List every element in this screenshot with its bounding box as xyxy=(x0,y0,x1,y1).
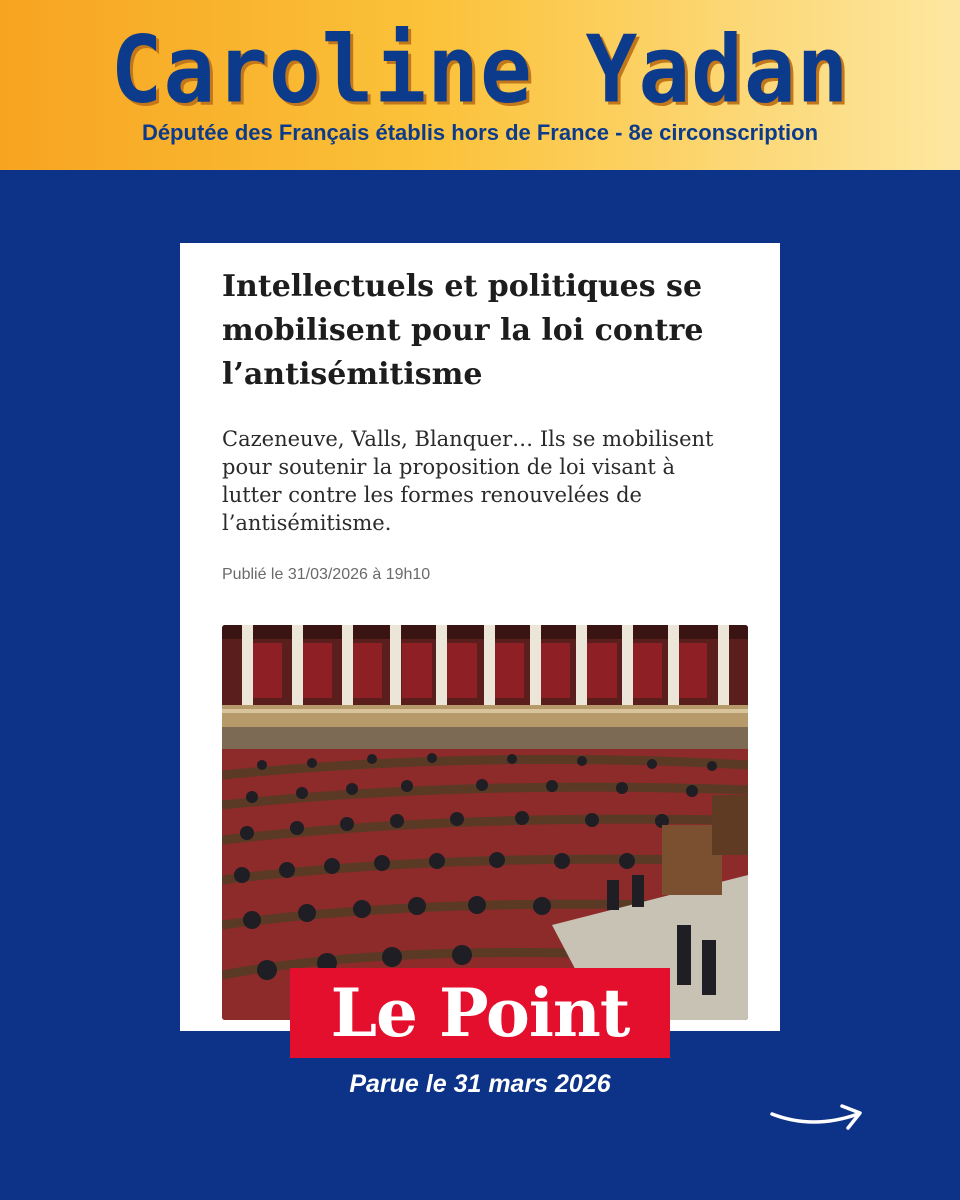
swipe-arrow-icon[interactable] xyxy=(768,1100,868,1140)
headline-line: mobilisent pour la loi contre xyxy=(222,313,704,348)
article-card xyxy=(180,243,780,1031)
lede-line: Cazeneuve, Valls, Blanquer… Ils se mobilisent xyxy=(222,427,714,451)
article-headline xyxy=(222,265,722,397)
lede-line: pour soutenir la proposition de loi visant à xyxy=(222,455,676,479)
publish-date: Publié le 31/03/2026 à 19h10 xyxy=(222,566,431,583)
assembly-hemicycle-icon xyxy=(222,625,748,1020)
le-point-logo xyxy=(290,968,670,1058)
logo-text: Le Point xyxy=(330,974,630,1052)
author-subtitle: Députée des Français établis hors de France - 8e circonscription xyxy=(141,120,819,145)
lede-line: l’antisémitisme. xyxy=(222,511,392,535)
lede-line: lutter contre les formes renouvelées de xyxy=(222,483,642,507)
article-lede xyxy=(222,425,742,537)
publication-date-caption: Parue le 31 mars 2026 xyxy=(349,1070,611,1098)
header-banner xyxy=(0,0,960,170)
assembly-photo xyxy=(222,625,748,1020)
headline-line: l’antisémitisme xyxy=(222,357,483,392)
headline-line: Intellectuels et politiques se xyxy=(222,269,703,304)
author-name: Caroline Yadan xyxy=(110,15,850,124)
